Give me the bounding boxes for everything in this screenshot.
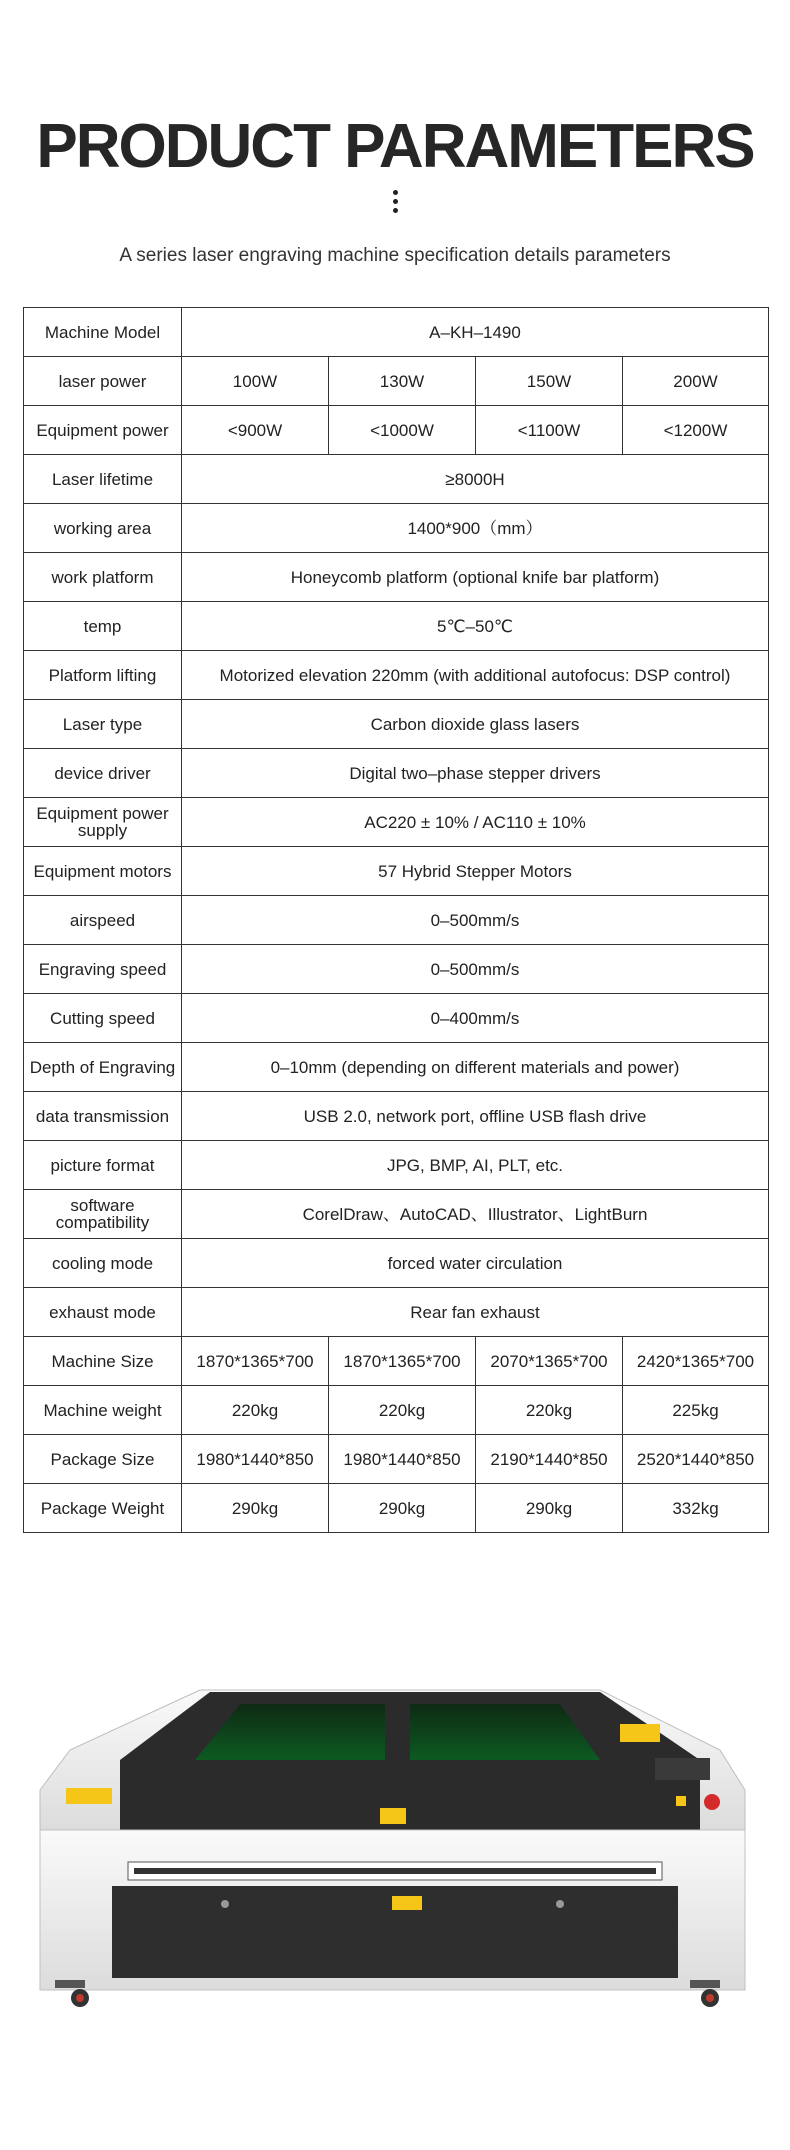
row-value: <1200W [623,406,769,455]
table-row [24,1043,769,1092]
table-row [24,308,769,357]
row-value: <1000W [329,406,476,455]
row-value: 220kg [182,1386,329,1435]
table-row [24,798,769,847]
page-subtitle: A series laser engraving machine specification details parameters [119,245,671,266]
row-label: cooling mode [24,1239,182,1288]
table-row [24,504,769,553]
table-row [24,1141,769,1190]
row-value: 0–10mm (depending on different materials and power) [182,1043,769,1092]
page-title: PRODUCT PARAMETERS [36,112,754,181]
row-value: AC220 ± 10% / AC110 ± 10% [182,798,769,847]
table-row [24,896,769,945]
table-row [24,847,769,896]
row-value: 0–400mm/s [182,994,769,1043]
row-label: device driver [24,749,182,798]
row-value: 150W [476,357,623,406]
row-value: 220kg [329,1386,476,1435]
table-row [24,406,769,455]
row-value: 290kg [329,1484,476,1533]
row-value: 1870*1365*700 [182,1337,329,1386]
table-row [24,1288,769,1337]
row-value: 0–500mm/s [182,945,769,994]
row-value: <900W [182,406,329,455]
row-value: 130W [329,357,476,406]
row-label: airspeed [24,896,182,945]
row-value: 2190*1440*850 [476,1435,623,1484]
row-label: exhaust mode [24,1288,182,1337]
row-label: Package Size [24,1435,182,1484]
row-label: software compatibility [24,1190,182,1239]
row-value: 1870*1365*700 [329,1337,476,1386]
table-row [24,553,769,602]
table-row [24,602,769,651]
table-row [24,994,769,1043]
row-label: Cutting speed [24,994,182,1043]
row-value: Digital two–phase stepper drivers [182,749,769,798]
row-value: 225kg [623,1386,769,1435]
row-value: 1400*900（mm） [182,504,769,553]
row-value: 1980*1440*850 [329,1435,476,1484]
table-row [24,1239,769,1288]
row-value: 332kg [623,1484,769,1533]
row-label: work platform [24,553,182,602]
table-row [24,1435,769,1484]
row-label: Machine Size [24,1337,182,1386]
spec-table [23,307,769,1533]
row-value: 2420*1365*700 [623,1337,769,1386]
row-value: 220kg [476,1386,623,1435]
row-value: 290kg [476,1484,623,1533]
row-label: Machine Model [24,308,182,357]
row-value: 2070*1365*700 [476,1337,623,1386]
table-row [24,945,769,994]
table-row [24,1337,769,1386]
vertical-dots-icon [392,190,398,217]
row-label: Package Weight [24,1484,182,1533]
row-label: Machine weight [24,1386,182,1435]
laser-machine-illustration [0,1680,790,2020]
row-label: laser power [24,357,182,406]
laser-machine-image [0,1680,790,2020]
table-row [24,1092,769,1141]
table-row [24,651,769,700]
row-value: 200W [623,357,769,406]
row-value: Rear fan exhaust [182,1288,769,1337]
row-label: Equipment motors [24,847,182,896]
row-value: 290kg [182,1484,329,1533]
row-label: temp [24,602,182,651]
table-row [24,700,769,749]
table-row [24,455,769,504]
row-value: 5℃–50℃ [182,602,769,651]
row-value: Honeycomb platform (optional knife bar platform) [182,553,769,602]
row-value: 0–500mm/s [182,896,769,945]
row-value: <1100W [476,406,623,455]
row-label: Engraving speed [24,945,182,994]
row-value: 57 Hybrid Stepper Motors [182,847,769,896]
row-value: A–KH–1490 [182,308,769,357]
row-value: JPG, BMP, AI, PLT, etc. [182,1141,769,1190]
row-label: Laser type [24,700,182,749]
row-value: ≥8000H [182,455,769,504]
row-label: Laser lifetime [24,455,182,504]
table-row [24,1484,769,1533]
table-row [24,1386,769,1435]
row-label: Platform lifting [24,651,182,700]
row-value: 100W [182,357,329,406]
row-value: Motorized elevation 220mm (with additional autofocus: DSP control) [182,651,769,700]
row-value: forced water circulation [182,1239,769,1288]
row-value: Carbon dioxide glass lasers [182,700,769,749]
row-label: Equipment power [24,406,182,455]
table-row [24,1190,769,1239]
table-row [24,357,769,406]
row-label: data transmission [24,1092,182,1141]
row-label: Depth of Engraving [24,1043,182,1092]
row-value: CorelDraw、AutoCAD、Illustrator、LightBurn [182,1190,769,1239]
row-label: working area [24,504,182,553]
row-label: Equipment power supply [24,798,182,847]
row-value: 2520*1440*850 [623,1435,769,1484]
row-label: picture format [24,1141,182,1190]
table-row [24,749,769,798]
row-value: 1980*1440*850 [182,1435,329,1484]
row-value: USB 2.0, network port, offline USB flash drive [182,1092,769,1141]
